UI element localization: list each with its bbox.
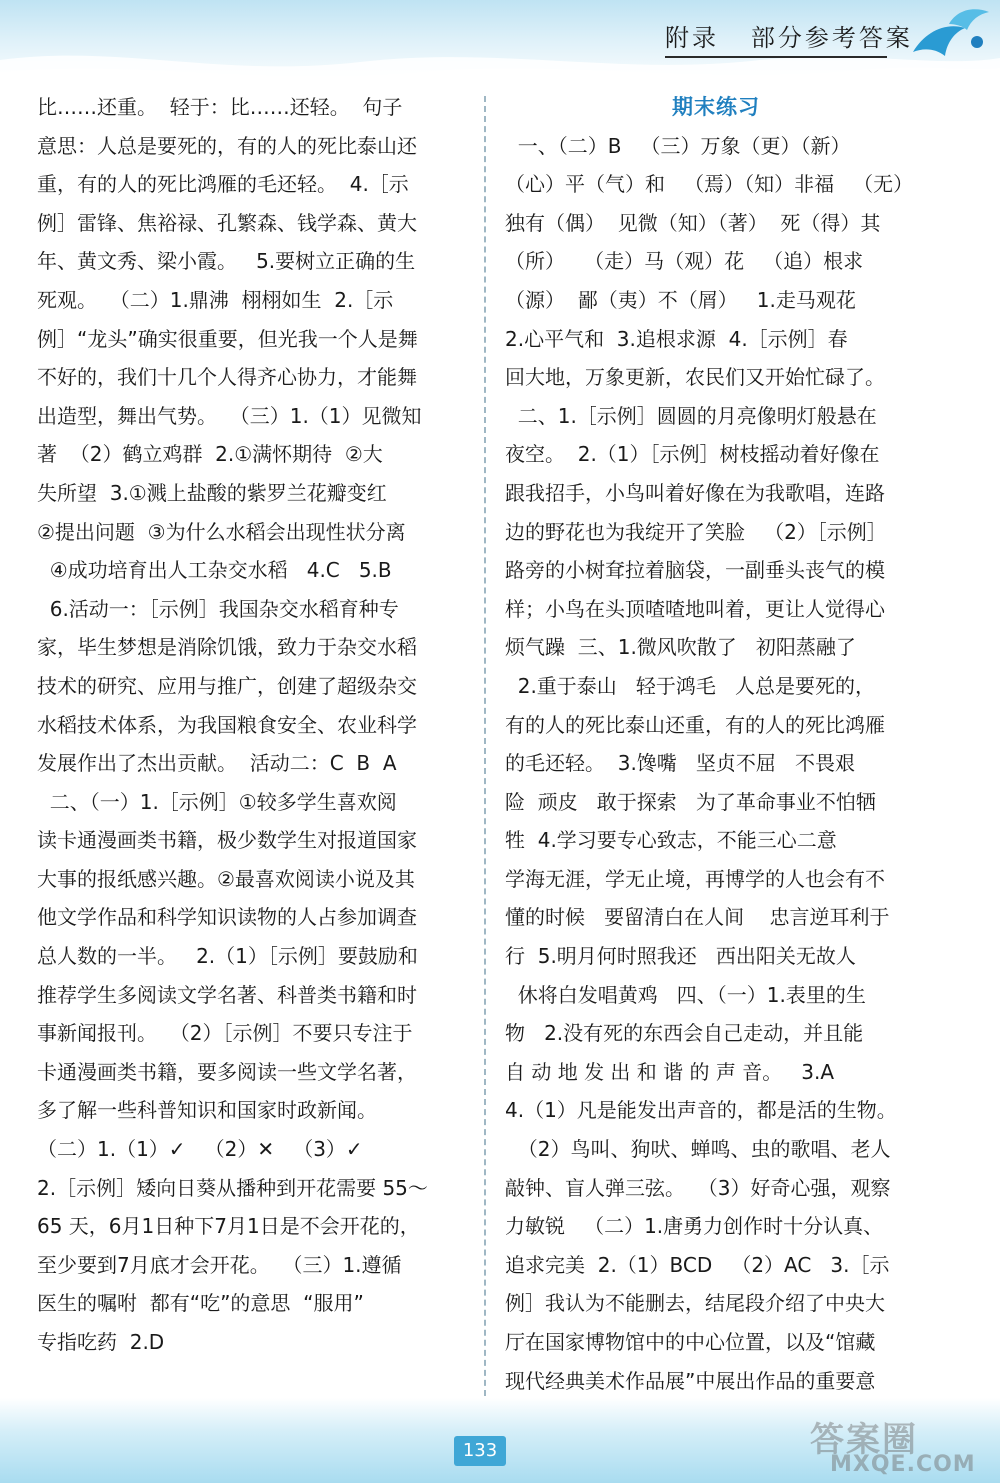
watermark bbox=[790, 1412, 990, 1478]
text-line: 大事的报纸感兴趣。②最喜欢阅读小说及其 bbox=[37, 866, 415, 891]
text-line: 医生的嘱咐 都有“吃”的意思 “服用” bbox=[37, 1291, 364, 1316]
text-line: 专指吃药 2.D bbox=[37, 1330, 165, 1354]
text-line: 二、1.［示例］圆圆的月亮像明灯般悬在 bbox=[505, 403, 877, 428]
text-line: 独有（偶） 见微（知）（著） 死（得）其 bbox=[505, 210, 881, 235]
text-line: ④成功培育出人工杂交水稻 4.C 5.B bbox=[37, 558, 392, 583]
text-line: 休将白发唱黄鸡 四、（一）1.表里的生 bbox=[505, 982, 866, 1007]
text-line: 4.（1）凡是能发出声音的，都是活的生物。 bbox=[505, 1098, 897, 1123]
text-line: 懂的时候 要留清白在人间 忠言逆耳利于 bbox=[505, 905, 890, 930]
text-line: 险 顽皮 敢于探索 为了革命事业不怕牺 bbox=[505, 789, 876, 814]
column-divider bbox=[484, 96, 486, 1416]
text-line: （源） 鄙（夷）不（屑） 1.走马观花 bbox=[505, 287, 856, 312]
text-line: 二、（一）1.［示例］①较多学生喜欢阅 bbox=[37, 789, 397, 814]
text-line: 6.活动一：［示例］我国杂交水稻育种专 bbox=[37, 596, 399, 621]
text-line: 发展作出了杰出贡献。 活动二：C B A bbox=[37, 751, 397, 776]
right-column bbox=[505, 88, 927, 1400]
text-line: 行 5.明月何时照我还 西出阳关无故人 bbox=[505, 944, 856, 969]
text-line: 死观。 （二）1.鼎沸 栩栩如生 2.［示 bbox=[37, 287, 394, 312]
text-line: 出造型，舞出气势。 （三）1.（1）见微知 bbox=[37, 403, 422, 428]
text-line: 2.［示例］矮向日葵从播种到开花需要 55～ bbox=[37, 1175, 428, 1200]
text-line: 回大地，万象更新，农民们又开始忙碌了。 bbox=[505, 365, 885, 390]
text-line: 例］我认为不能删去，结尾段介绍了中央大 bbox=[505, 1291, 885, 1316]
text-line: 一、（二）B （三）万象（更）（新） bbox=[505, 133, 851, 158]
text-line: 物 2.没有死的东西会自己走动，并且能 bbox=[505, 1021, 864, 1046]
page-number: 133 bbox=[454, 1436, 506, 1466]
text-line: 多了解一些科普知识和国家时政新闻。 bbox=[37, 1098, 377, 1123]
text-line: 2.重于泰山 轻于鸿毛 人总是要死的， bbox=[505, 673, 875, 698]
text-line: 技术的研究、应用与推广，创建了超级杂交 bbox=[37, 673, 417, 698]
text-line: 总人数的一半。 2.（1）［示例］要鼓励和 bbox=[37, 944, 418, 969]
swoosh-logo bbox=[905, 2, 997, 66]
text-line: 路旁的小树耷拉着脑袋，一副垂头丧气的模 bbox=[505, 558, 885, 583]
text-line: 敲钟、盲人弹三弦。 （3）好奇心强，观察 bbox=[505, 1175, 891, 1200]
text-line: 样；小鸟在头顶喳喳地叫着，更让人觉得心 bbox=[505, 596, 885, 621]
text-line: 自 动 地 发 出 和 谐 的 声 音。 3.A bbox=[505, 1059, 835, 1084]
text-line: 著 （2）鹤立鸡群 2.①满怀期待 ②大 bbox=[37, 442, 383, 467]
text-line: 读卡通漫画类书籍，极少数学生对报道国家 bbox=[37, 828, 417, 853]
text-line: 力敏锐 （二）1.唐勇力创作时十分认真、 bbox=[505, 1214, 884, 1239]
text-line: 跟我招手，小鸟叫着好像在为我歌唱，连路 bbox=[505, 480, 885, 505]
text-line: 失所望 3.①溅上盐酸的紫罗兰花瓣变红 bbox=[37, 480, 387, 505]
text-line: 边的野花也为我绽开了笑脸 （2）［示例］ bbox=[505, 519, 887, 544]
text-line: 重，有的人的死比鸿雁的毛还轻。 4.［示 bbox=[37, 172, 409, 197]
text-line: （二）1.（1）✓ （2）✕ （3）✓ bbox=[37, 1137, 363, 1162]
text-line: 年、黄文秀、梁小霞。 5.要树立正确的生 bbox=[37, 249, 416, 274]
text-line: 事新闻报刊。 （2）［示例］不要只专注于 bbox=[37, 1021, 413, 1046]
text-line: 例］“龙头”确实很重要，但光我一个人是舞 bbox=[37, 326, 418, 351]
text-line: 至少要到7月底才会开花。 （三）1.遵循 bbox=[37, 1252, 402, 1277]
text-line: 65 天，6月1日种下7月1日是不会开花的， bbox=[37, 1214, 420, 1239]
section-heading: 期末练习 bbox=[672, 95, 760, 119]
text-line: 追求完美 2.（1）BCD （2）AC 3.［示 bbox=[505, 1252, 890, 1277]
header-title: 附录 部分参考答案 bbox=[665, 18, 887, 58]
left-column bbox=[37, 88, 459, 1362]
text-line: ②提出问题 ③为什么水稻会出现性状分离 bbox=[37, 519, 406, 544]
text-line: （所） （走）马（观）花 （追）根求 bbox=[505, 249, 864, 274]
text-line: （2）鸟叫、狗吠、蝉鸣、虫的歌唱、老人 bbox=[505, 1137, 891, 1162]
text-line: 推荐学生多阅读文学名著、科普类书籍和时 bbox=[37, 982, 417, 1007]
text-line: 夜空。 2.（1）［示例］树枝摇动着好像在 bbox=[505, 442, 880, 467]
text-line: 例］雷锋、焦裕禄、孔繁森、钱学森、黄大 bbox=[37, 210, 417, 235]
text-line: 现代经典美术作品展”中展出作品的重要意 bbox=[505, 1368, 876, 1393]
text-line: 不好的，我们十几个人得齐心协力，才能舞 bbox=[37, 365, 417, 390]
text-line: 2.心平气和 3.追根求源 4.［示例］春 bbox=[505, 326, 848, 351]
text-line: 烦气躁 三、1.微风吹散了 初阳蒸融了 bbox=[505, 635, 856, 660]
text-line: 卡通漫画类书籍，要多阅读一些文学名著， bbox=[37, 1059, 417, 1084]
text-line: 牲 4.学习要专心致志，不能三心二意 bbox=[505, 828, 837, 853]
text-line: 厅在国家博物馆中的中心位置，以及“馆藏 bbox=[505, 1330, 876, 1354]
text-line: 学海无涯，学无止境，再博学的人也会有不 bbox=[505, 866, 885, 891]
text-line: 比……还重。 轻于：比……还轻。 句子 bbox=[37, 95, 403, 119]
watermark-url: MXQE.COM bbox=[830, 1452, 976, 1477]
text-line: 水稻技术体系，为我国粮食安全、农业科学 bbox=[37, 712, 417, 737]
text-line: 有的人的死比泰山还重，有的人的死比鸿雁 bbox=[505, 712, 885, 737]
text-line: 他文学作品和科学知识读物的人占参加调查 bbox=[37, 905, 417, 930]
text-line: 的毛还轻。 3.馋嘴 坚贞不屈 不畏艰 bbox=[505, 751, 855, 776]
text-line: 意思：人总是要死的，有的人的死比泰山还 bbox=[37, 133, 417, 158]
watermark-text: 答案圈 bbox=[810, 1420, 918, 1460]
text-line: 家，毕生梦想是消除饥饿，致力于杂交水稻 bbox=[37, 635, 417, 660]
text-line: （心）平（气）和 （焉）（知）非福 （无） bbox=[505, 172, 914, 197]
